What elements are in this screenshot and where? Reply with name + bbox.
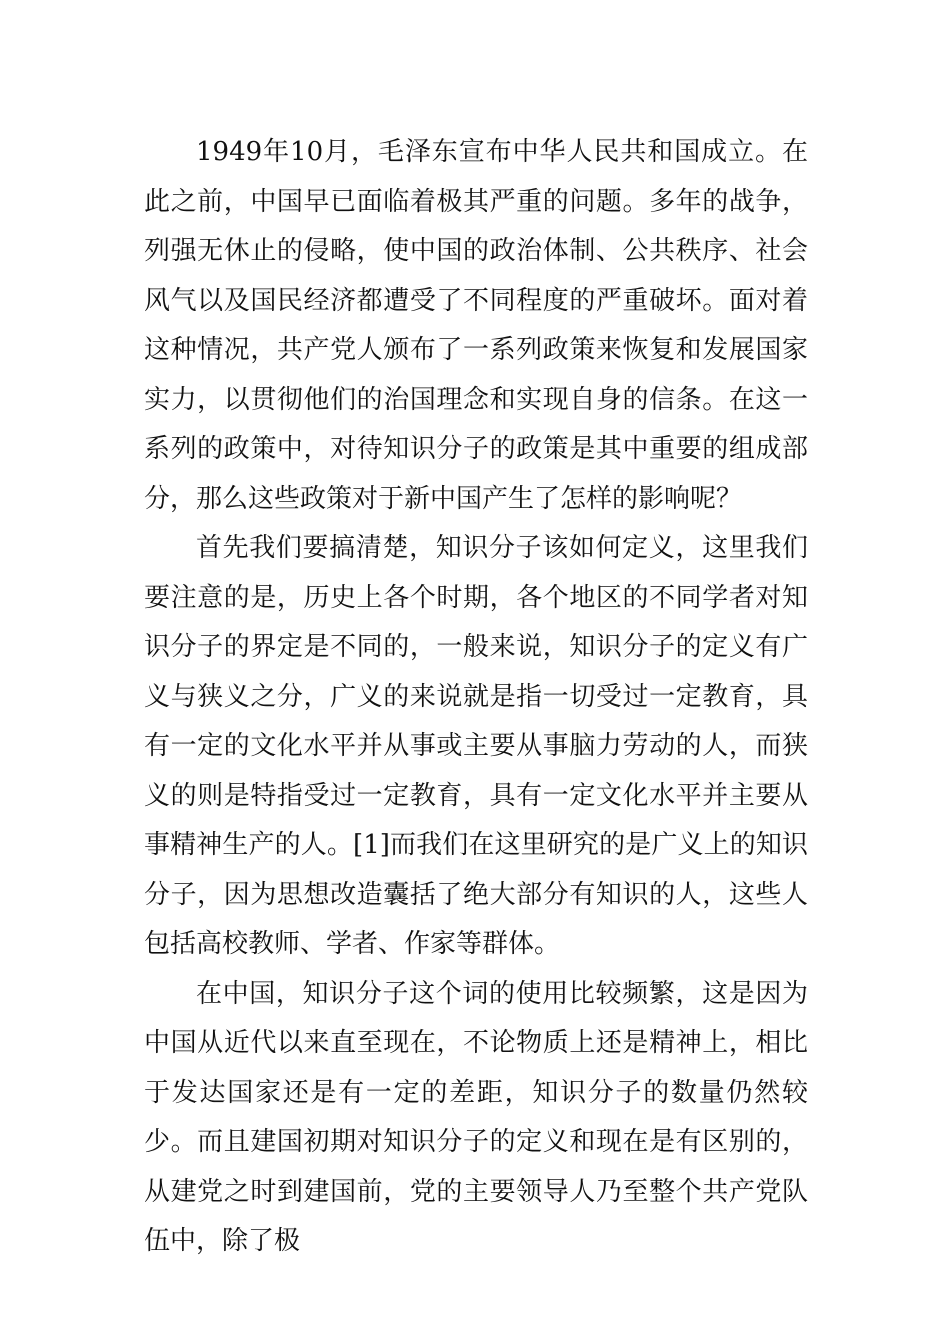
body-text	[144, 128, 808, 1267]
paragraph-1: 1949年10月，毛泽东宣布中华人民共和国成立。在此之前，中国早已面临着极其严重的问题。多年的战争，列强无休止的侵略，使中国的政治体制、公共秩序、社会风气以及国民经济都遭受了不同程度的严重破坏。面对着这种情况，共产党人颁布了一系列政策来恢复和发展国家实力，以贯彻他们的治国理念和实现自身的信条。在这一系列的政策中，对待知识分子的政策是其中重要的组成部分，那么这些政策对于新中国产生了怎样的影响呢？	[144, 137, 808, 514]
paragraph-2: 首先我们要搞清楚，知识分子该如何定义，这里我们要注意的是，历史上各个时期，各个地区的不同学者对知识分子的界定是不同的，一般来说，知识分子的定义有广义与狭义之分，广义的来说就是指一切受过一定教育，具有一定的文化水平并从事或主要从事脑力劳动的人，而狭义的则是特指受过一定教育，具有一定文化水平并主要从事精神生产的人。[1]而我们在这里研究的是广义上的知识分子，因为思想改造囊括了绝大部分有知识的人，这些人包括高校教师、学者、作家等群体。	[144, 533, 808, 959]
paragraph-3: 在中国，知识分子这个词的使用比较频繁，这是因为中国从近代以来直至现在，不论物质上还是精神上，相比于发达国家还是有一定的差距，知识分子的数量仍然较少。而且建国初期对知识分子的定义和现在是有区别的，从建党之时到建国前，党的主要领导人乃至整个共产党队伍中，除了极	[144, 978, 808, 1256]
